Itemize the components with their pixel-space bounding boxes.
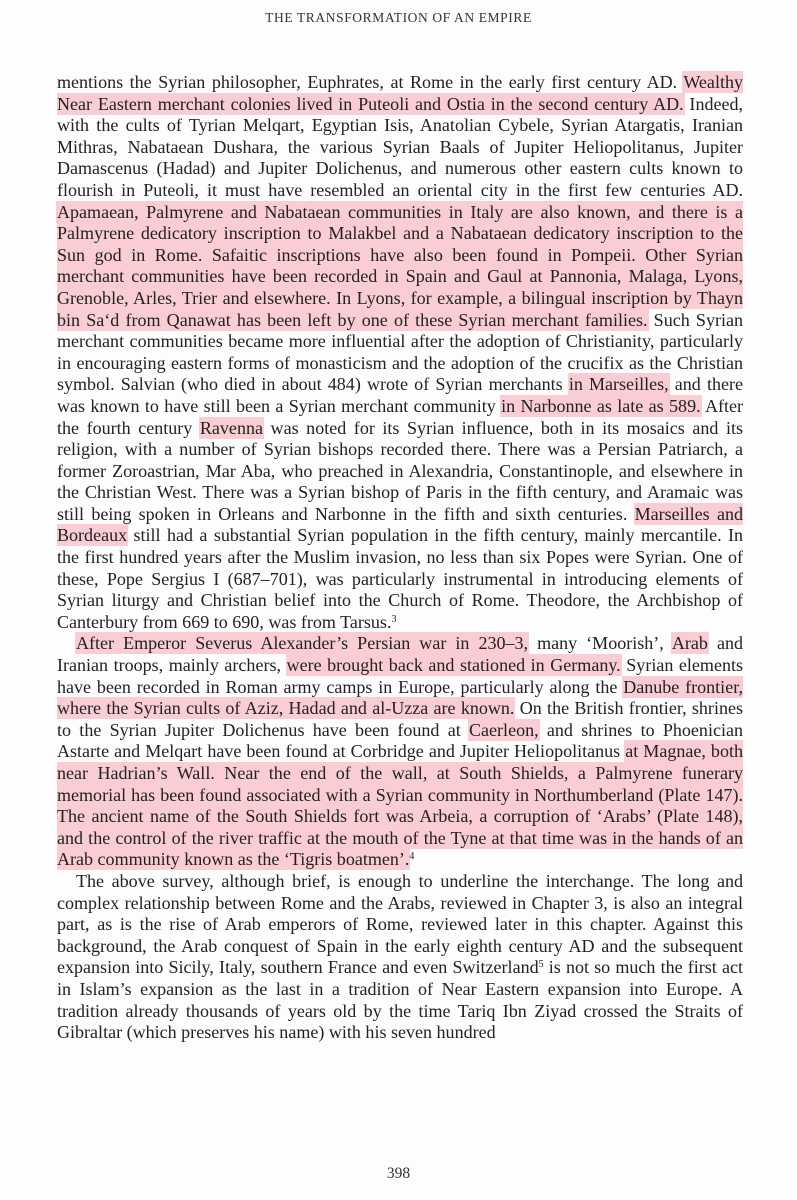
paragraph xyxy=(57,871,743,1044)
highlighted-passage: Wealthy Near Eastern merchant colonies lived in Puteoli and Ostia in the second century AD. xyxy=(57,72,743,114)
highlighted-passage: After Emperor Severus Alexander’s Persian war in 230–3, xyxy=(76,633,529,654)
body-text xyxy=(57,72,743,1044)
page-number: 398 xyxy=(386,1165,411,1182)
running-head: THE TRANSFORMATION OF AN EMPIRE xyxy=(265,10,532,25)
highlighted-passage: Ravenna xyxy=(199,417,263,438)
highlighted-passage: Apamaean, Palmyrene and Nabataean communities in Italy are also known, and there is a Palmyrene dedicatory inscription to Malakbel and a Nabataean dedicatory inscription to the Sun god in Rome. Safaitic inscriptions have also been found in Pompeii. Other Syrian merchant communities have been recorded in Spain and Gaul at Pannonia, Malaga, Lyons, Grenoble, Arles, Trier and elsewhere. In Lyons, for example, a bilingual inscription by Thayn bin Sa‘d from Qanawat has been left by one of these Syrian merchant families. xyxy=(57,201,743,330)
text-segment: The above survey, although brief, is enough to underline the interchange. The long and complex relationship between Rome and the Arabs, reviewed in Chapter 3, is also an integral part, as is the rise of Arab emperors of Rome, reviewed later in this chapter. Against this background, the Arab conquest of Spain in the early eighth century AD and the subsequent expansion into Sicily, Italy, southern France and even Switzerland xyxy=(57,870,743,978)
footnote-ref: 4 xyxy=(409,851,415,863)
text-segment: and Iranian troops, mainly archers, xyxy=(57,633,743,676)
text-segment: On the British frontier, shrines to the Syrian Jupiter Dolichenus have been found at xyxy=(57,698,743,740)
paragraph xyxy=(57,72,743,633)
text-segment: Syrian elements have been recorded in Roman army camps in Europe, particularly along the xyxy=(57,655,743,697)
text-segment: and shrines to Phoenician Astarte and Melqart have been found at Corbridge and Jupiter Heliopolitanus xyxy=(57,719,743,762)
paragraph xyxy=(57,633,743,871)
highlighted-passage: Marseilles and Bordeaux xyxy=(57,503,743,546)
highlighted-passage: Danube frontier, where the Syrian cults of Aziz, Hadad and al-Uzza are known. xyxy=(57,676,743,719)
highlighted-passage: Arab xyxy=(671,633,708,654)
text-segment: After the fourth century xyxy=(57,395,743,438)
highlighted-passage: at Magnae, both near Hadrian’s Wall. Near the end of the wall, at South Shields, a Palmyrene funerary memorial has been found associated with a Syrian community in Northumberland (Plate 147). The ancient name of the South Shields fort was Arbeia, a corruption of ‘Arabs’ (Plate 148), and the control of the river traffic at the mouth of the Tyne at that time was in the hands of an Arab community known as the ‘Tigris boatmen’. xyxy=(57,741,743,870)
highlighted-passage: in Narbonne as late as 589. xyxy=(501,395,701,416)
text-segment: and there was known to have still been a Syrian merchant community xyxy=(57,374,743,416)
text-segment: Such Syrian merchant communities became more influential after the adoption of Christianity, particularly in encouraging eastern forms of monasticism and the adoption of the crucifix as the Christian symbol. Salvian (who died in about 484) wrote of Syrian merchants xyxy=(57,309,743,395)
highlighted-passage: in Marseilles, xyxy=(568,374,669,395)
text-segment: mentions the Syrian philosopher, Euphrates, at Rome in the early first century AD. xyxy=(57,72,684,92)
highlighted-passage: Caerleon, xyxy=(469,719,539,740)
footnote-ref: 3 xyxy=(391,613,397,625)
text-segment: still had a substantial Syrian population in the fifth century, mainly mercantile. In the first hundred years after the Muslim invasion, no less than six Popes were Syrian. One of these, Pope Sergius I (687–701), was particularly instrumental in introducing elements of Syrian liturgy and Christian belief into the Church of Rome. Theodore, the Archbishop of Canterbury from 669 to 690, was from Tarsus. xyxy=(57,525,743,632)
text-segment: many ‘Moorish’, xyxy=(528,633,672,654)
text-segment: is not so much the first act in Islam’s expansion as the last in a tradition of Near Eastern expansion into Europe. A tradition already thousands of years old by the time Tariq Ibn Ziyad crossed the Straits of Gibraltar (which preserves his name) with his seven hundred xyxy=(57,957,743,1043)
footnote-ref: 5 xyxy=(538,959,544,971)
text-segment: was noted for its Syrian influence, both in its mosaics and its religion, with a number of Syrian bishops recorded there. There was a Persian Patriarch, a former Zoroastrian, Mar Aba, who preached in Alexandria, Constantinople, and elsewhere in the Christian West. There was a Syrian bishop of Paris in the fifth century, and Aramaic was still being spoken in Orleans and Narbonne in the fifth and sixth centuries. xyxy=(57,417,743,524)
highlighted-passage: were brought back and stationed in Germany. xyxy=(286,655,621,676)
text-segment: Indeed, with the cults of Tyrian Melqart, Egyptian Isis, Anatolian Cybele, Syrian Atargatis, Iranian Mithras, Nabataean Dushara, the various Syrian Baals of Jupiter Heliopolitanus, Jupiter Damascenus (Hadad) and Jupiter Dolichenus, and numerous other eastern cults known to flourish in Puteoli, it must have resembled an oriental city in the first few centuries AD. xyxy=(57,93,744,200)
